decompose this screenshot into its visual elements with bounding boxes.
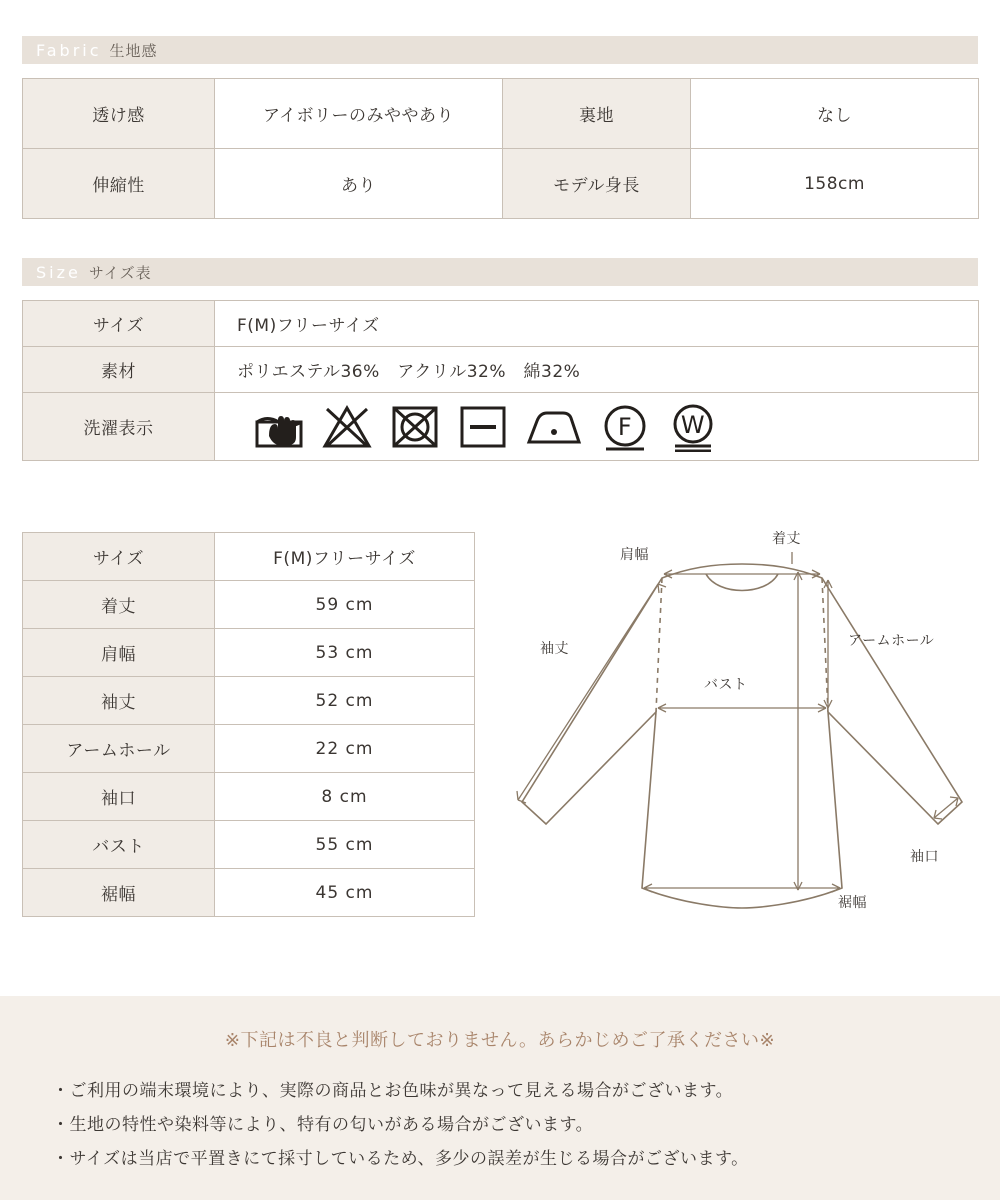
measurement-table — [22, 532, 475, 917]
garment-diagram-svg — [492, 512, 992, 932]
section-header-size-en: Size — [36, 262, 81, 282]
size-value-washing — [215, 393, 979, 461]
size-label-washing: 洗濯表示 — [23, 393, 215, 461]
fabric-table — [22, 78, 979, 219]
section-header-size — [22, 258, 978, 286]
meas-label-hem: 裾幅 — [23, 869, 215, 917]
fabric-label-lining: 裏地 — [503, 79, 691, 149]
size-label-material: 素材 — [23, 347, 215, 393]
wet-clean-w-icon — [667, 402, 719, 452]
fabric-label-model-height: モデル身長 — [503, 149, 691, 219]
list-item: ・ご利用の端末環境により、実際の商品とお色味が異なって見える場合がございます。 — [52, 1081, 734, 1101]
meas-value-length: 59 cm — [215, 581, 475, 629]
svg-text:F: F — [617, 412, 633, 441]
list-item: ・サイズは当店で平置きにて採寸しているため、多少の誤差が生じる場合がございます。 — [52, 1149, 749, 1169]
meas-header-value: F(M)フリーサイズ — [215, 533, 475, 581]
no-bleach-icon — [321, 402, 373, 452]
garment-measurement-diagram — [492, 512, 992, 932]
table-row — [23, 393, 979, 461]
fabric-value-model-height: 158cm — [691, 149, 979, 219]
diagram-label-sleeve: 袖丈 — [540, 641, 569, 657]
meas-label-sleeve: 袖丈 — [23, 677, 215, 725]
meas-label-shoulder: 肩幅 — [23, 629, 215, 677]
meas-value-cuff: 8 cm — [215, 773, 475, 821]
size-value-size: F(M)フリーサイズ — [215, 301, 979, 347]
meas-label-length: 着丈 — [23, 581, 215, 629]
iron-low-icon — [525, 402, 583, 452]
meas-label-armhole: アームホール — [23, 725, 215, 773]
diagram-label-bust: バスト — [704, 677, 748, 693]
section-header-fabric — [22, 36, 978, 64]
laundry-icon-row — [237, 394, 977, 459]
fabric-label-stretch: 伸縮性 — [23, 149, 215, 219]
hand-wash-icon — [253, 402, 305, 452]
section-header-fabric-en: Fabric — [36, 40, 102, 60]
table-row — [23, 79, 979, 149]
table-row — [23, 773, 475, 821]
fabric-value-lining: なし — [691, 79, 979, 149]
notice-block — [0, 996, 1000, 1200]
section-header-size-jp: サイズ表 — [88, 263, 152, 282]
fabric-value-stretch: あり — [215, 149, 503, 219]
table-row — [23, 581, 475, 629]
meas-value-sleeve: 52 cm — [215, 677, 475, 725]
meas-value-armhole: 22 cm — [215, 725, 475, 773]
table-row — [23, 629, 475, 677]
notice-list — [0, 1074, 1000, 1176]
diagram-label-cuff: 袖口 — [910, 849, 939, 865]
notice-title: ※下記は不良と判断しておりません。あらかじめご了承ください※ — [224, 1030, 776, 1051]
table-row — [23, 149, 979, 219]
list-item: ・生地の特性や染料等により、特有の匂いがある場合がございます。 — [52, 1115, 594, 1135]
no-tumble-dry-icon — [389, 402, 441, 452]
diagram-label-length: 着丈 — [772, 531, 801, 547]
table-row — [23, 677, 475, 725]
diagram-label-shoulder: 肩幅 — [620, 547, 649, 563]
meas-value-bust: 55 cm — [215, 821, 475, 869]
meas-label-cuff: 袖口 — [23, 773, 215, 821]
table-row — [23, 301, 979, 347]
table-row — [23, 821, 475, 869]
table-row — [23, 725, 475, 773]
flat-dry-in-shade-icon — [457, 402, 509, 452]
table-row — [23, 533, 475, 581]
fabric-label-sheer: 透け感 — [23, 79, 215, 149]
meas-header-label: サイズ — [23, 533, 215, 581]
size-value-material: ポリエステル36% アクリル32% 綿32% — [215, 347, 979, 393]
size-table — [22, 300, 979, 461]
table-row — [23, 347, 979, 393]
section-header-fabric-jp: 生地感 — [109, 41, 158, 60]
table-row — [23, 869, 475, 917]
dry-clean-f-icon — [599, 402, 651, 452]
fabric-value-sheer: アイボリーのみややあり — [215, 79, 503, 149]
diagram-label-hem: 裾幅 — [838, 895, 867, 911]
meas-value-hem: 45 cm — [215, 869, 475, 917]
svg-text:W: W — [680, 410, 706, 439]
meas-label-bust: バスト — [23, 821, 215, 869]
size-label-size: サイズ — [23, 301, 215, 347]
meas-value-shoulder: 53 cm — [215, 629, 475, 677]
diagram-label-armhole: アームホール — [848, 633, 935, 649]
